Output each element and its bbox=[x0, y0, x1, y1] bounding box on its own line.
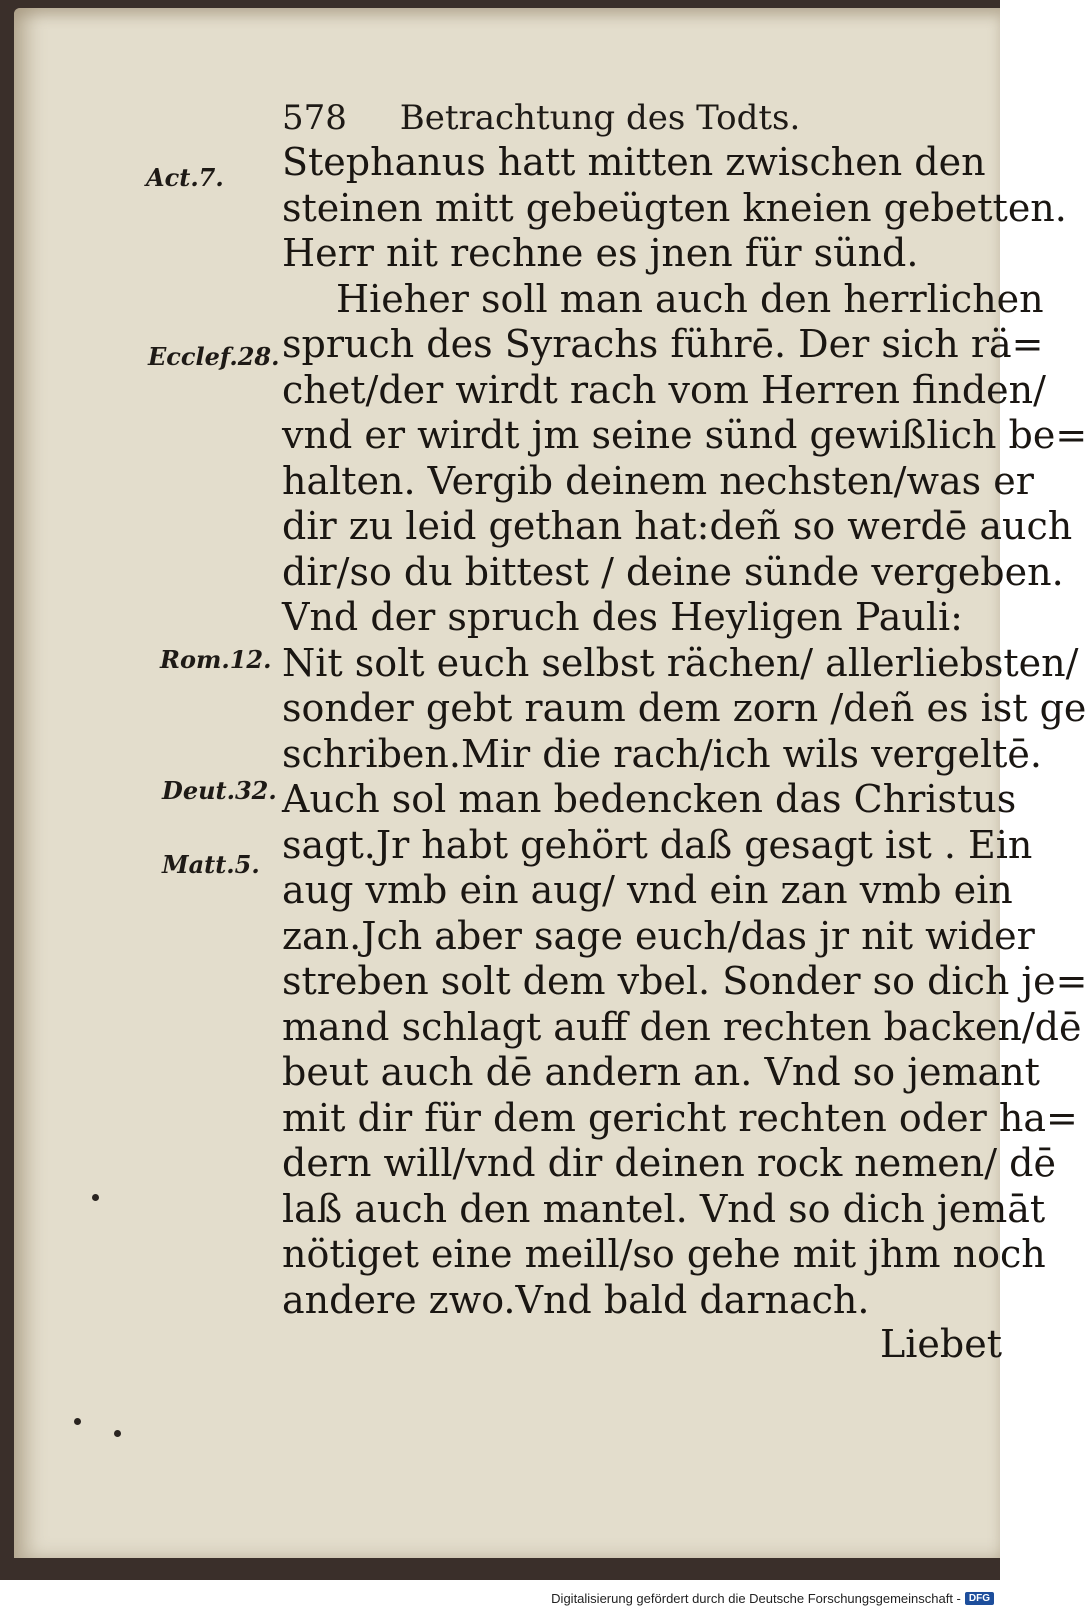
page-number: 578 bbox=[282, 98, 347, 138]
text-line: steinen mitt gebeügten kneien gebetten. bbox=[282, 185, 1067, 230]
text-line: dir zu leid gethan hat:deñ so werdē auch bbox=[282, 504, 1073, 548]
text-line: chet/der wirdt rach vom Herren finden/ bbox=[282, 367, 1046, 412]
text-line: sonder gebt raum dem zorn /deñ es ist ge bbox=[282, 686, 1087, 730]
text-line: Vnd der spruch des Heyligen Pauli: bbox=[282, 595, 963, 639]
marginal-note: Matt.5. bbox=[162, 850, 260, 879]
text-line: aug vmb ein aug/ vnd ein zan vmb ein bbox=[282, 868, 1013, 912]
text-line: Hieher soll man auch den herrlichen bbox=[336, 276, 1044, 321]
text-line: spruch des Syrachs führē. Der sich rä= bbox=[282, 322, 1044, 366]
text-line: laß auch den mantel. Vnd so dich jemāt bbox=[282, 1186, 1046, 1231]
marginal-note: Act.7. bbox=[146, 163, 224, 192]
text-line: Nit solt euch selbst rächen/ allerliebsten/ bbox=[282, 640, 1079, 685]
text-line: dir/so du bittest / deine sünde vergeben. bbox=[282, 549, 1064, 594]
text-line: sagt.Jr habt gehört daß gesagt ist . Ein bbox=[282, 822, 1033, 867]
page-title: Betrachtung des Todts. bbox=[399, 98, 801, 138]
text-line: Auch sol man bedencken das Christus bbox=[282, 777, 1017, 821]
ink-speck bbox=[74, 1418, 81, 1425]
text-line: streben solt dem vbel. Sonder so dich je= bbox=[282, 959, 1088, 1003]
dfg-logo: DFG bbox=[965, 1592, 994, 1605]
text-line: schriben.Mir die rach/ich wils vergeltē. bbox=[282, 731, 1042, 776]
ink-speck bbox=[92, 1194, 99, 1201]
text-line: beut auch dē andern an. Vnd so jemant bbox=[282, 1050, 1040, 1094]
text-line: mand schlagt auff den rechten backen/dē bbox=[282, 1004, 1082, 1049]
text-line: andere zwo.Vnd bald darnach. bbox=[282, 1277, 870, 1322]
text-line: dern will/vnd dir deinen rock nemen/ dē bbox=[282, 1141, 1056, 1185]
footer-text: Digitalisierung gefördert durch die Deutsche Forschungsgemeinschaft - bbox=[551, 1591, 961, 1606]
text-line: halten. Vergib deinem nechsten/was er bbox=[282, 458, 1034, 503]
body-text bbox=[282, 140, 1088, 1323]
text-line: vnd er wirdt jm seine sünd gewißlich be= bbox=[282, 413, 1088, 457]
marginal-note: Ecclef.28. bbox=[148, 342, 280, 371]
marginal-note: Rom.12. bbox=[160, 645, 272, 674]
text-line: Herr nit rechne es jnen für sünd. bbox=[282, 231, 919, 275]
ink-speck bbox=[114, 1430, 121, 1437]
text-line: nötiget eine meill/so gehe mit jhm noch bbox=[282, 1232, 1046, 1276]
catchword: Liebet bbox=[880, 1322, 1002, 1366]
running-head bbox=[282, 98, 800, 138]
marginal-note: Deut.32. bbox=[162, 776, 277, 805]
text-line: zan.Jch aber sage euch/das jr nit wider bbox=[282, 913, 1035, 958]
text-line: mit dir für dem gericht rechten oder ha= bbox=[282, 1095, 1078, 1140]
footer bbox=[551, 1591, 994, 1606]
text-line: Stephanus hatt mitten zwischen den bbox=[282, 140, 986, 184]
